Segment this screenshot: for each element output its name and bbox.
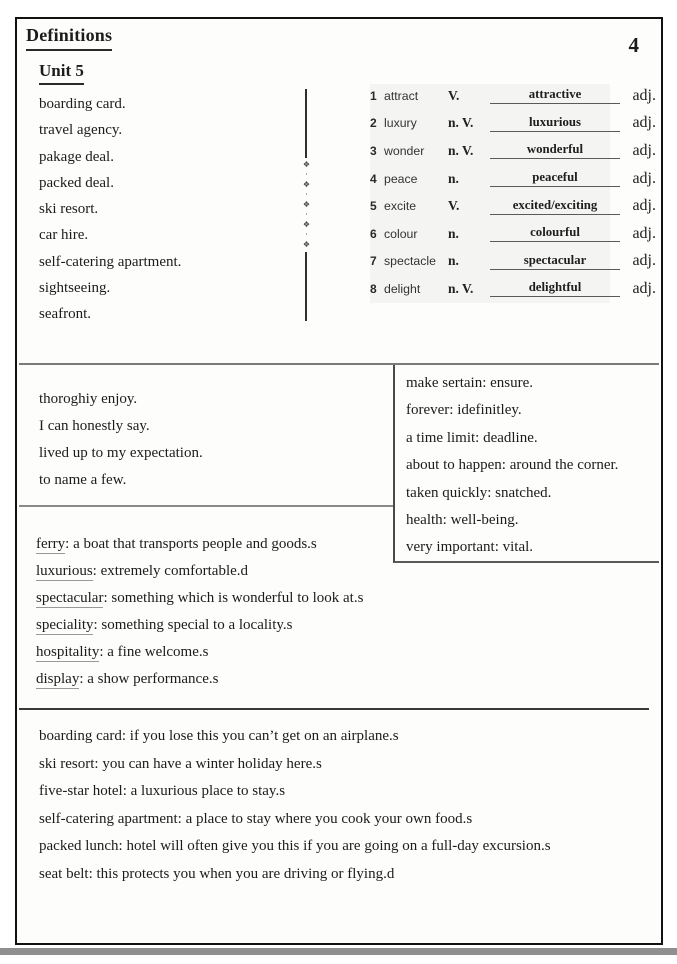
base-word: luxury [384, 116, 417, 131]
vocab-list-item: travel agency. [39, 122, 123, 139]
word-table-row [370, 137, 658, 165]
phrase-item: lived up to my expectation. [39, 445, 203, 461]
definition-term: ferry [36, 536, 66, 552]
definition-text: : a fine welcome.s [99, 644, 209, 660]
vocab-list-item: boarding card. [39, 96, 126, 112]
adjective-label: adj. [632, 141, 656, 159]
synonym-item: very important: vital. [406, 539, 534, 556]
phrase-list [39, 386, 203, 494]
row-number: 1 [370, 88, 377, 103]
base-word: colour [384, 226, 418, 241]
part-of-speech: n. [448, 170, 459, 186]
part-of-speech: V. [448, 87, 460, 103]
word-table-row [370, 110, 658, 138]
synonym-item: make sertain: ensure. [406, 375, 534, 391]
adjective-label: adj. [632, 169, 656, 187]
definition-item [36, 639, 363, 666]
word-table-row [370, 192, 658, 220]
definition-text: : something special to a locality.s [93, 617, 293, 633]
adjective-label: adj. [632, 114, 656, 132]
bottom-definition-item: seat belt: this protects you when you are driving or flying.d [39, 865, 395, 882]
answer-blank: peaceful [490, 170, 620, 187]
divider-ornament-icon: ❖·❖·❖·❖·❖ [302, 160, 311, 250]
answer-blank: luxurious [490, 115, 620, 132]
phrase-item: to name a few. [39, 472, 127, 488]
word-table-row [370, 248, 658, 276]
base-word: wonder [384, 143, 425, 158]
base-word: delight [384, 281, 421, 296]
answer-blank: attractive [490, 87, 620, 104]
word-table-rows [370, 82, 658, 303]
page-number: 4 [628, 33, 639, 57]
part-of-speech: n. V. [448, 115, 474, 131]
definition-text: : extremely comfortable.d [92, 563, 249, 579]
definition-text: : a show performance.s [79, 671, 219, 687]
definition-term: luxurious [36, 563, 93, 579]
vocab-list-item: self-catering apartment. [39, 253, 182, 270]
phrase-item: I can honestly say. [39, 418, 150, 434]
bottom-definition-item: five-star hotel: a luxurious place to stay.s [39, 783, 286, 799]
divider-line-top [305, 89, 307, 158]
row-number: 2 [370, 116, 377, 131]
definition-term: display [36, 671, 80, 687]
answer-blank: colourful [490, 225, 620, 242]
page-title: Definitions [26, 25, 112, 51]
word-table-row [370, 220, 658, 248]
divider-line-bottom [305, 252, 307, 321]
vocab-list-item: pakage deal. [39, 148, 114, 165]
bottom-definition-item: packed lunch: hotel will often give you this if you are going on a full-day excursion.s [39, 838, 551, 854]
base-word: excite [384, 199, 417, 214]
synonym-item: about to happen: around the corner. [406, 457, 619, 474]
vertical-divider [299, 89, 313, 321]
row-number: 7 [370, 254, 377, 269]
row-number: 4 [370, 171, 377, 186]
bottom-definition-list [39, 723, 551, 888]
horizontal-rule-middle-left [19, 505, 393, 507]
definition-list [36, 531, 363, 693]
answer-blank: excited/exciting [490, 198, 620, 215]
synonym-item: taken quickly: snatched. [406, 484, 552, 501]
word-table-row [370, 82, 658, 110]
part-of-speech: n. V. [448, 280, 474, 296]
base-word: attract [384, 88, 419, 103]
definition-item [36, 612, 363, 639]
phrase-item: thoroghiy enjoy. [39, 391, 138, 407]
part-of-speech: n. V. [448, 142, 474, 158]
vocab-list-item: sightseeing. [39, 280, 111, 297]
vocab-list [39, 91, 181, 328]
base-word: spectacle [384, 254, 436, 269]
document-page [15, 17, 663, 945]
definition-term: hospitality [36, 644, 100, 660]
row-number: 6 [370, 226, 377, 241]
adjective-label: adj. [632, 197, 656, 215]
base-word: peace [384, 171, 418, 186]
scan-edge-artifact [0, 948, 677, 955]
synonym-item: a time limit: deadline. [406, 429, 538, 446]
definition-text: : something which is wonderful to look at.s [103, 590, 364, 606]
word-formation-table [370, 82, 658, 303]
definition-item [36, 558, 363, 585]
synonym-item: forever: idefinitley. [406, 402, 522, 419]
adjective-label: adj. [632, 86, 656, 104]
answer-blank: spectacular [490, 253, 620, 270]
synonym-box [393, 365, 659, 563]
vocab-list-item: packed deal. [39, 174, 114, 191]
adjective-label: adj. [632, 224, 656, 242]
row-number: 5 [370, 199, 377, 214]
synonym-item: health: well-being. [406, 511, 519, 528]
definition-item [36, 666, 363, 693]
definition-item [36, 531, 363, 558]
unit-title: Unit 5 [39, 61, 84, 85]
vocab-list-item: ski resort. [39, 201, 99, 218]
definition-term: speciality [36, 617, 94, 633]
part-of-speech: n. [448, 253, 459, 269]
adjective-label: adj. [632, 252, 656, 270]
definition-term: spectacular [36, 590, 104, 606]
word-table-row [370, 275, 658, 303]
answer-blank: wonderful [490, 142, 620, 159]
row-number: 3 [370, 143, 377, 158]
bottom-definition-item: ski resort: you can have a winter holiday here.s [39, 755, 322, 772]
answer-blank: delightful [490, 280, 620, 297]
definition-item [36, 585, 363, 612]
horizontal-rule-bottom [19, 708, 649, 710]
word-table-row [370, 165, 658, 193]
part-of-speech: n. [448, 225, 459, 241]
bottom-definition-item: self-catering apartment: a place to stay where you cook your own food.s [39, 810, 473, 827]
vocab-list-item: seafront. [39, 306, 92, 323]
synonym-list [395, 365, 659, 562]
bottom-definition-item: boarding card: if you lose this you can’t get on an airplane.s [39, 728, 399, 744]
adjective-label: adj. [632, 279, 656, 297]
vocab-list-item: car hire. [39, 227, 89, 244]
row-number: 8 [370, 281, 377, 296]
definition-text: : a boat that transports people and goods.s [65, 536, 317, 552]
part-of-speech: V. [448, 198, 460, 214]
